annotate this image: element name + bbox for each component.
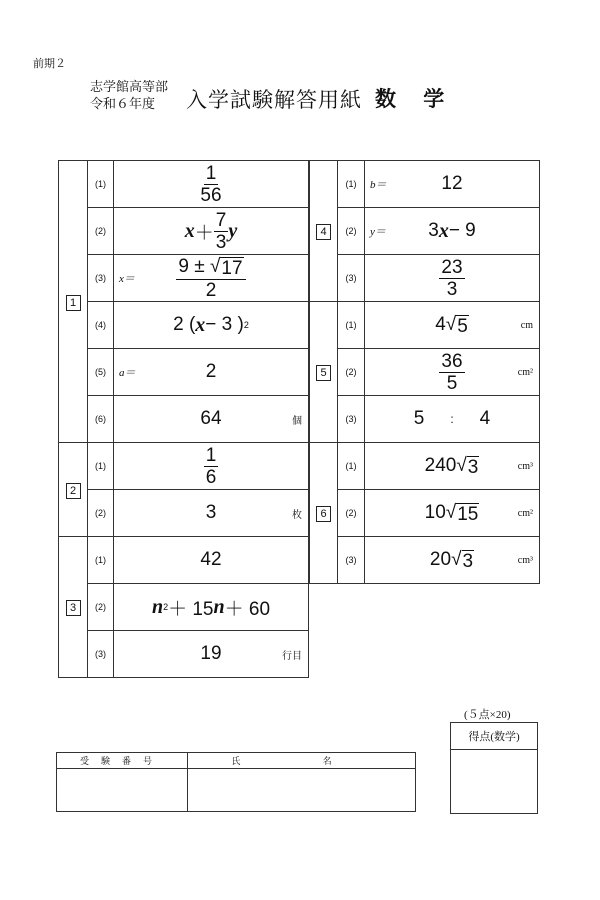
question-2-label: 2 xyxy=(59,443,88,537)
score-label: 得点(数学) xyxy=(451,723,537,750)
part-number: (1) xyxy=(338,161,365,208)
subject-title: 数 学 xyxy=(375,86,455,111)
answer-5-2[interactable]: $\frac{36}{5}$ cm² xyxy=(365,349,540,396)
question-5-label: 5 xyxy=(310,302,338,443)
answer-4-1[interactable]: b＝ 12 xyxy=(365,161,540,208)
identity-box xyxy=(56,752,416,812)
sheet-title: 入学試験解答用紙 xyxy=(186,88,362,112)
answer-1-3[interactable]: x＝ 9 ± √ 17 2 xyxy=(114,255,309,302)
school-header xyxy=(90,78,168,112)
part-number: (3) xyxy=(88,631,114,678)
unit-label: cm² xyxy=(517,366,533,378)
name-label: 氏 名 xyxy=(188,753,415,769)
unit-label: 枚 xyxy=(292,509,302,521)
unit-label: cm³ xyxy=(517,460,533,472)
part-number: (1) xyxy=(338,302,365,349)
answer-5-1[interactable]: 4 √ 5 cm xyxy=(365,302,540,349)
question-3-label: 3 xyxy=(59,537,88,678)
part-number: (4) xyxy=(88,302,114,349)
part-number: (2) xyxy=(338,490,365,537)
part-number: (2) xyxy=(338,208,365,255)
unit-label: 個 xyxy=(292,415,302,427)
answer-table-right xyxy=(309,160,540,584)
exam-year: 令和６年度 xyxy=(90,96,156,111)
part-number: (1) xyxy=(88,443,114,490)
answer-1-5[interactable]: a＝ 2 xyxy=(114,349,309,396)
part-number: (3) xyxy=(338,255,365,302)
answer-5-3[interactable]: 5 : 4 xyxy=(365,396,540,443)
answer-6-3[interactable]: 20 √ 3 cm³ xyxy=(365,537,540,584)
unit-label: cm³ xyxy=(517,554,533,566)
answer-3-1[interactable]: 42 xyxy=(114,537,309,584)
points-note: (５点×20) xyxy=(464,709,511,721)
part-number: (3) xyxy=(88,255,114,302)
answer-2-2[interactable]: 3 枚 xyxy=(114,490,309,537)
part-number: (5) xyxy=(88,349,114,396)
exam-number-label: 受験番号 xyxy=(57,753,187,769)
answer-1-6[interactable]: 64 個 xyxy=(114,396,309,443)
term-label: 前期２ xyxy=(33,58,66,70)
question-4-label: 4 xyxy=(310,161,338,302)
part-number: (1) xyxy=(88,161,114,208)
part-number: (2) xyxy=(88,208,114,255)
answer-3-2[interactable]: n 2 ＋ 15 n ＋ 60 xyxy=(114,584,309,631)
answer-6-2[interactable]: 10 √ 15 cm² xyxy=(365,490,540,537)
school-name: 志学館高等部 xyxy=(90,79,169,94)
answer-1-1[interactable]: $\frac{1}{56}$ xyxy=(114,161,309,208)
part-number: (2) xyxy=(88,490,114,537)
answer-4-3[interactable]: $\frac{23}{3}$ xyxy=(365,255,540,302)
answer-4-2[interactable]: y＝ 3 x − 9 xyxy=(365,208,540,255)
part-number: (3) xyxy=(338,537,365,584)
part-number: (1) xyxy=(88,537,114,584)
unit-label: 行目 xyxy=(282,650,302,662)
question-1-label: 1 xyxy=(59,161,88,443)
part-number: (6) xyxy=(88,396,114,443)
score-box[interactable] xyxy=(450,722,538,814)
answer-1-4[interactable]: 2 ( x − 3 ) 2 xyxy=(114,302,309,349)
part-number: (2) xyxy=(88,584,114,631)
answer-6-1[interactable]: 240 √ 3 cm³ xyxy=(365,443,540,490)
answer-3-3[interactable]: 19 行目 xyxy=(114,631,309,678)
part-number: (1) xyxy=(338,443,365,490)
question-6-label: 6 xyxy=(310,443,338,584)
part-number: (3) xyxy=(338,396,365,443)
part-number: (2) xyxy=(338,349,365,396)
answer-table-left xyxy=(58,160,309,678)
answer-1-2[interactable]: x ＋ $\frac{7}{3}$ y xyxy=(114,208,309,255)
unit-label: cm xyxy=(520,319,533,331)
unit-label: cm² xyxy=(517,507,533,519)
answer-2-1[interactable]: $\frac{1}{6}$ xyxy=(114,443,309,490)
field-divider xyxy=(187,753,188,811)
